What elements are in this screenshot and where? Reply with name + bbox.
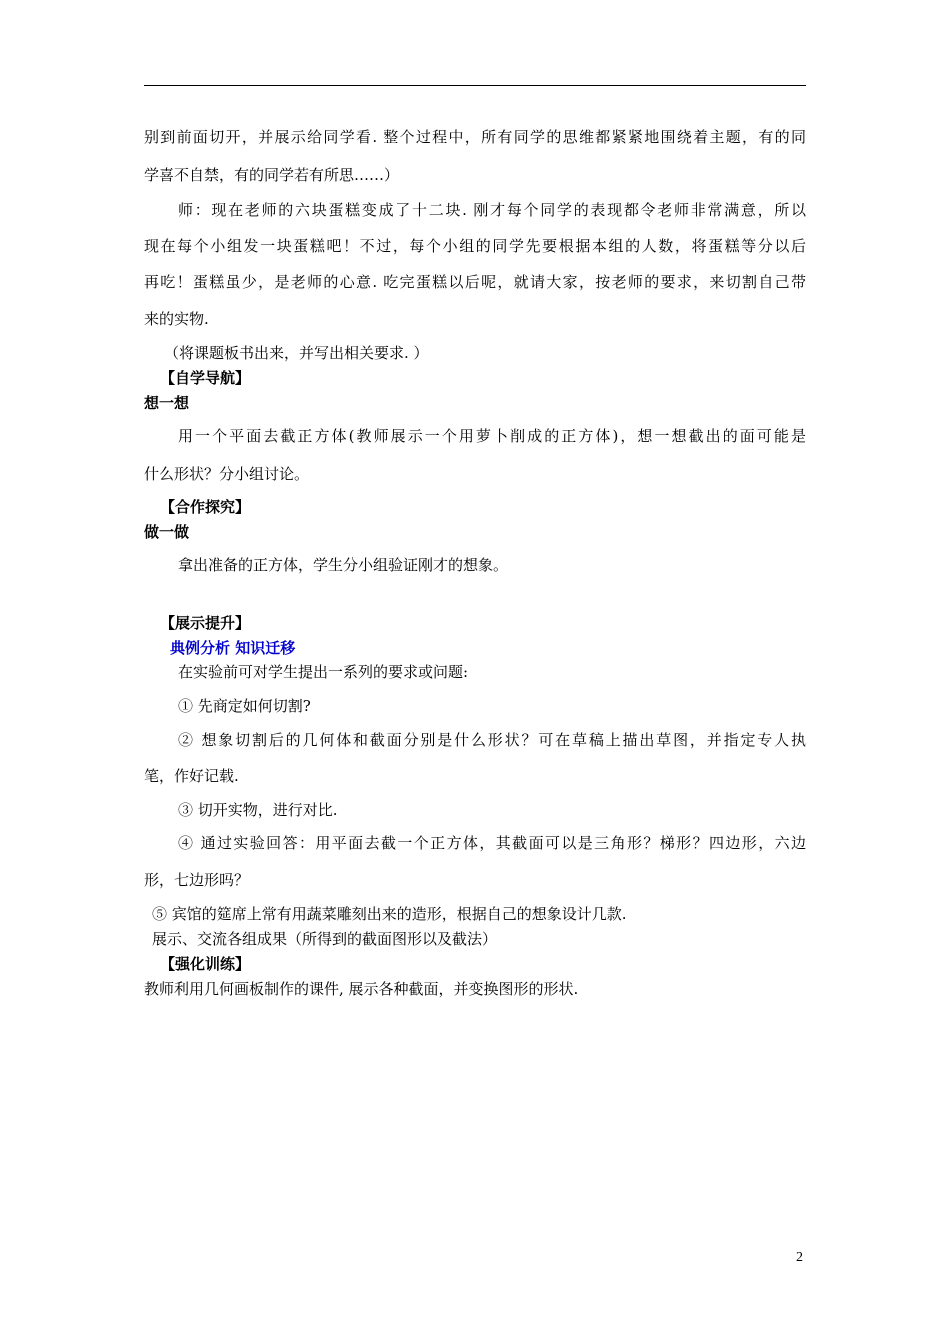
sub-heading-zuoyizuo: 做一做 [144, 523, 190, 541]
section-heading-zixue: 【自学导航】 [160, 369, 251, 387]
paragraph-line: 在实验前可对学生提出一系列的要求或问题: [178, 663, 469, 681]
section-heading-qianghua: 【强化训练】 [160, 955, 251, 973]
paragraph-line: 拿出准备的正方体，学生分小组验证刚才的想象。 [178, 556, 509, 574]
list-item: ② 想象切割后的几何体和截面分别是什么形状？可在草稿上描出草图，并指定专人执 [178, 731, 806, 749]
paragraph-line: 笔，作好记载. [144, 767, 239, 785]
paragraph-line: 展示、交流各组成果（所得到的截面图形以及截法） [152, 930, 498, 948]
list-item: ⑤ 宾馆的筵席上常有用蔬菜雕刻出来的造形，根据自己的想象设计几款. [152, 905, 627, 923]
paragraph-line: 形，七边形吗？ [144, 871, 250, 889]
paragraph-line: 什么形状？分小组讨论。 [144, 465, 310, 483]
paragraph-line: 来的实物. [144, 310, 209, 328]
sub-heading-xiangyixiang: 想一想 [144, 394, 190, 412]
paragraph-line: 教师利用几何画板制作的课件, 展示各种截面，并变换图形的形状. [144, 980, 579, 998]
paragraph-line: 师：现在老师的六块蛋糕变成了十二块. 刚才每个同学的表现都令老师非常满意，所以 [178, 201, 806, 219]
header-rule [144, 85, 806, 86]
paragraph-line: 再吃！蛋糕虽少，是老师的心意. 吃完蛋糕以后呢，就请大家，按老师的要求，来切割自己带 [144, 273, 806, 291]
page-number: 2 [796, 1250, 803, 1265]
list-item: ③ 切开实物，进行对比. [178, 801, 338, 819]
list-item: ① 先商定如何切割? [178, 697, 311, 715]
paragraph-line: 别到前面切开，并展示给同学看. 整个过程中，所有同学的思维都紧紧地围绕着主题，有的同 [144, 128, 806, 146]
paragraph-line: （将课题板书出来，并写出相关要求. ） [164, 344, 429, 362]
paragraph-line: 用一个平面去截正方体(教师展示一个用萝卜削成的正方体)，想一想截出的面可能是 [178, 427, 806, 445]
sub-heading-dianli: 典例分析 知识迁移 [170, 639, 296, 657]
list-item: ④ 通过实验回答：用平面去截一个正方体，其截面可以是三角形？梯形？四边形，六边 [178, 834, 806, 852]
paragraph-line: 学喜不自禁，有的同学若有所思……） [144, 166, 400, 184]
paragraph-line: 现在每个小组发一块蛋糕吧！不过，每个小组的同学先要根据本组的人数，将蛋糕等分以后 [144, 237, 806, 255]
section-heading-zhanshi: 【展示提升】 [160, 614, 251, 632]
section-heading-hezuo: 【合作探究】 [160, 498, 251, 516]
